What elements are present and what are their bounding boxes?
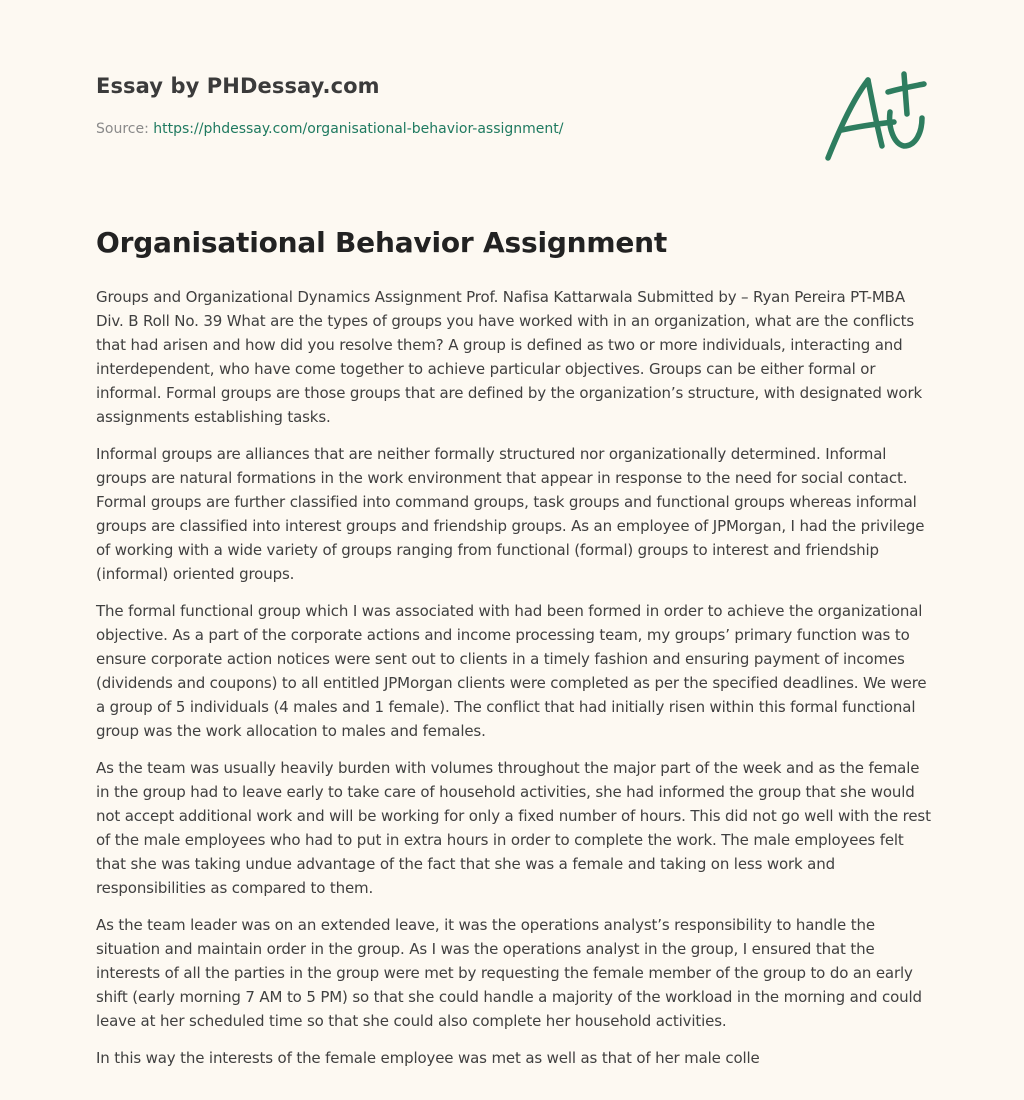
essay-main [96,226,932,1083]
a-plus-logo-icon [818,66,928,166]
essay-paragraph: Groups and Organizational Dynamics Assignment Prof. Nafisa Kattarwala Submitted by – Ryan Pereira PT-MBA Div. B Roll No. 39 What are the types of groups you have worked with in an organization, what are the conflicts that had arisen and how did you resolve them? A group is defined as two or more individuals, interacting and interdependent, who have come together to achieve particular objectives. Groups can be either formal or informal. Formal groups are those groups that are defined by the organization’s structure, with designated work assignments establishing tasks. [96,288,923,426]
site-title: Essay by PHDessay.com [96,74,380,98]
essay-title: Organisational Behavior Assignment [96,226,668,259]
source-link[interactable]: https://phdessay.com/organisational-behavior-assignment/ [153,121,564,137]
essay-paragraph: In this way the interests of the female employee was met as well as that of her male colle [96,1049,760,1067]
essay-paragraph: As the team leader was on an extended leave, it was the operations analyst’s responsibility to handle the situation and maintain order in the group. As I was the operations analyst in the group, I ensured that the interests of all the parties in the group were met by requesting the female member of the group to do an early shift (early morning 7 AM to 5 PM) so that she could handle a majority of the workload in the morning and could leave at her scheduled time so that she could also complete her household activities. [96,916,922,1030]
source-label: Source: [96,121,154,137]
essay-body [96,285,932,1070]
source-line [96,121,796,137]
essay-paragraph: The formal functional group which I was associated with had been formed in order to achieve the organizational objective. As a part of the corporate actions and income processing team, my groups’ primary function was to ensure corporate action notices were sent out to clients in a timely fashion and ensuring payment of incomes (dividends and coupons) to all entitled JPMorgan clients were completed as per the specified deadlines. We were a group of 5 individuals (4 males and 1 female). The conflict that had initially risen within this formal functional group was the work allocation to males and females. [96,602,927,740]
essay-paragraph: Informal groups are alliances that are neither formally structured nor organizationally determined. Informal groups are natural formations in the work environment that appear in response to the need for social contact. Formal groups are further classified into command groups, task groups and functional groups whereas informal groups are classified into interest groups and friendship groups. As an employee of JPMorgan, I had the privilege of working with a wide variety of groups ranging from functional (formal) groups to interest and friendship (informal) oriented groups. [96,445,925,583]
page-header [96,74,796,137]
essay-paragraph: As the team was usually heavily burden with volumes throughout the major part of the week and as the female in the group had to leave early to take care of household activities, she had informed the group that she would not accept additional work and will be working for only a fixed number of hours. This did not go well with the rest of the male employees who had to put in extra hours in order to complete the work. The male employees felt that she was taking undue advantage of the fact that she was a female and taking on less work and responsibilities as compared to them. [96,759,931,897]
